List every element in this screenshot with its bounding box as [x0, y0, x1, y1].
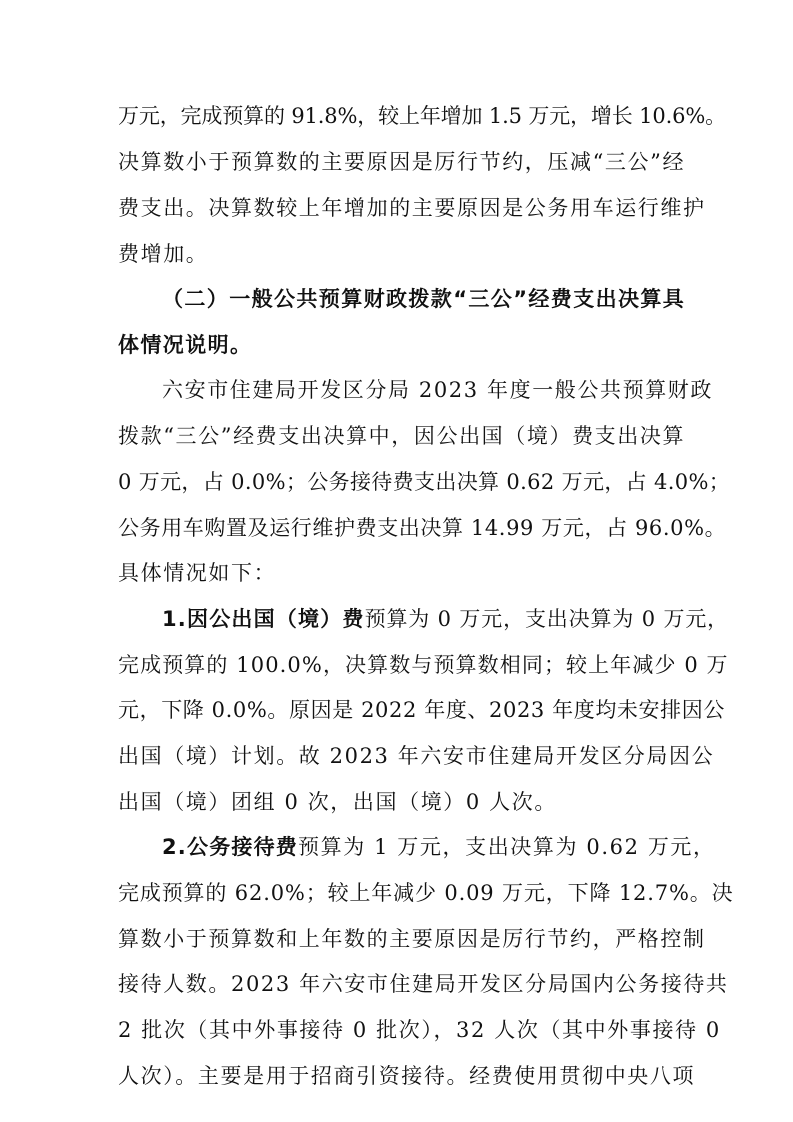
section-heading-continued: 体情况说明。 [118, 333, 253, 357]
item-1-text: 预算为 0 万元，支出决算为 0 万元， [364, 607, 730, 631]
section-heading: （二）一般公共预算财政拨款“三公”经费支出决算具 [162, 287, 686, 311]
paragraph-line: 公务用车购置及运行维护费支出决算 14.99 万元，占 96.0%。 [118, 516, 727, 540]
paragraph-line: 万元，完成预算的 91.8%，较上年增加 1.5 万元，增长 10.6%。 [118, 104, 726, 128]
paragraph-line: 人次）。主要是用于招商引资接待。经费使用贯彻中央八项 [118, 1064, 696, 1088]
paragraph-line: 元，下降 0.0%。原因是 2022 年度、2023 年度均未安排因公 [118, 698, 725, 722]
item-2-text: 预算为 1 万元，支出决算为 0.62 万元， [298, 835, 716, 859]
item-2-first-line [162, 827, 716, 867]
paragraph-line: 完成预算的 62.0%；较上年减少 0.09 万元，下降 12.7%。决 [118, 881, 734, 905]
paragraph-line: 费支出。决算数较上年增加的主要原因是公务用车运行维护 [118, 196, 706, 220]
paragraph-line: 费增加。 [118, 242, 209, 266]
paragraph-line: 拨款“三公”经费支出决算中，因公出国（境）费支出决算 [118, 424, 686, 448]
paragraph-line: 0 万元，占 0.0%；公务接待费支出决算 0.62 万元，占 4.0%； [118, 470, 731, 494]
item-2-title: 2.公务接待费 [162, 835, 298, 859]
paragraph-line: 算数小于预算数和上年数的主要原因是厉行节约，严格控制 [118, 927, 706, 951]
paragraph-line: 完成预算的 100.0%，决算数与预算数相同；较上年减少 0 万 [118, 653, 729, 677]
paragraph-line: 2 批次（其中外事接待 0 批次），32 人次（其中外事接待 0 [118, 1018, 721, 1042]
paragraph-line: 决算数小于预算数的主要原因是厉行节约，压减“三公”经 [118, 150, 686, 174]
paragraph-line: 具体情况如下： [118, 561, 277, 585]
paragraph-line: 出国（境）团组 0 次，出国（境）0 人次。 [118, 790, 557, 814]
paragraph-line: 接待人数。2023 年六安市住建局开发区分局国内公务接待共 [118, 972, 729, 996]
paragraph-line: 六安市住建局开发区分局 2023 年度一般公共预算财政 [162, 378, 713, 402]
paragraph-line: 出国（境）计划。故 2023 年六安市住建局开发区分局因公 [118, 744, 715, 768]
item-1-title: 1.因公出国（境）费 [162, 607, 365, 631]
item-1-first-line [162, 599, 729, 639]
